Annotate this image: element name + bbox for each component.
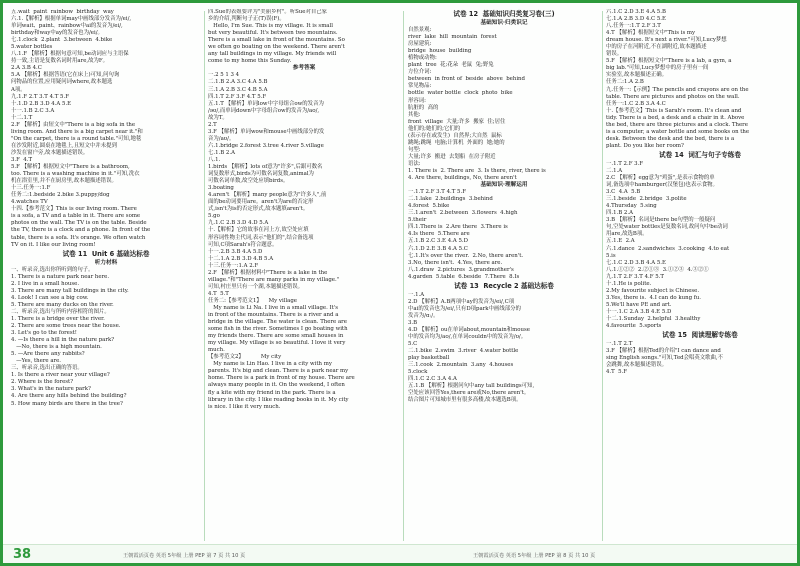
text-line: 3. There are many tall buildings in the city.	[11, 287, 129, 294]
footer-left-text: 王朝霞活页卷 英语 5年级 上册 PEP 第 7 页 共 10 页	[123, 553, 246, 559]
text-line: /əʊ/,而单词down中字母组合ow的发音为/aʊ/,	[208, 107, 320, 114]
text-line: big lab."可知,Lucy梦想中的房子里有一间	[606, 65, 709, 72]
text-line: 任务二:1.A 2.B	[606, 79, 644, 86]
text-line: 一.1.T 2.T	[606, 341, 633, 348]
text-line: 2.F 【解析】根据材料中"There is a lake in the	[208, 269, 328, 276]
text-line: 5.is	[606, 252, 616, 259]
text-line: 二.1.lake 2.buildings 3.behind	[408, 196, 493, 203]
text-line: 十四.【参考范文】This is our living room. There	[11, 206, 137, 213]
text-line: 沙发在窗户旁,故本题描述错误。	[11, 149, 89, 156]
text-line: 2.F 【解析】由短文中"There is a big sofa in the	[11, 121, 136, 128]
text-line: 4.aren't 【解析】many people意为"许多人",前	[208, 192, 327, 199]
text-line: 词复数形式,birds为可数名词复数,animal为	[208, 171, 314, 178]
text-line: Hello, I'm Sue. This is my village. It is small	[208, 23, 333, 30]
text-line: 五.1.T 【解析】单词low中字母组合ow的发音为	[208, 100, 324, 107]
text-line: 一、听录音,选出你所听到的句子。	[11, 266, 94, 273]
text-line: dream house. It's next a river."可知,Lucy梦想	[606, 37, 727, 44]
text-line: 4. Look! I can see a big cow.	[11, 294, 89, 301]
text-line: 3.B 【解析】名词是there be句型的一般疑问	[606, 217, 716, 224]
text-line: My name is Lin Hao. I live in a city with my	[208, 361, 332, 368]
text-line: 十一.2.B 3.B 4.A 5.D	[208, 248, 263, 255]
column-1	[11, 9, 201, 543]
text-line: bottle water bottle clock photo bike	[408, 90, 513, 97]
section-heading: 试卷 11 Unit 6 基础达标卷	[62, 249, 150, 258]
text-line: 一.2 5 1 3 4	[208, 72, 240, 79]
text-line: 二、听录音,选出与所听内容相符的图片。	[11, 308, 110, 315]
text-line: 六.1.【解析】根据单词may中画线部分发音为/ei/,	[11, 16, 132, 23]
text-line: parents. It's big and clean. There is a park near my	[208, 368, 349, 375]
text-line: village."和"There are many parks in my village."	[208, 276, 340, 283]
text-line: 六.1.D 2.E 3.B 4.A 5.C	[408, 245, 468, 252]
text-line: 4. —Is there a hill in the nature park?	[11, 337, 115, 344]
text-line: 5.F 【解析】根据短文中"There is a bathroom,	[11, 164, 130, 171]
text-line: 1. Is there a river near your village?	[11, 372, 110, 379]
text-line: 1.birds 【解析】lots of意为"许多",后跟可数名	[208, 164, 323, 171]
text-line: but very beautiful. It's between two mountains.	[208, 30, 338, 37]
text-line: come to my home this Sunday.	[208, 58, 292, 65]
text-line: 式,isn't为is的否定形式,故本题填aren't。	[208, 206, 309, 213]
page-footer	[3, 544, 797, 563]
text-line: 2. I live in a small house.	[11, 280, 80, 287]
column-divider	[602, 11, 603, 541]
text-line: 3. Let's go to the forest!	[11, 330, 77, 337]
text-line: 3.C 4.A 5.B	[606, 189, 641, 196]
text-line: 句,空处water bottles是复数名词,故问句中be动词	[606, 224, 728, 231]
text-line: —No, there is a high mountain.	[11, 344, 102, 351]
text-line: 他们的;她们的;它们的	[408, 125, 461, 132]
text-line: My name is Li Na. I live in a small village. It's	[208, 304, 339, 311]
text-line: 九.1.F 2.T 3.T 4.T 5.F	[11, 93, 69, 100]
text-line: 2.C 【解析】egg意为"鸡蛋",是表示食物的单	[606, 175, 715, 182]
column-2	[208, 9, 400, 543]
text-line: 肮脏的 高的	[408, 104, 439, 111]
text-line: desk. Between the desk and the bed, there is a	[606, 135, 735, 142]
text-line: 形容词:	[408, 97, 426, 104]
text-line: 三.1.A 2.B 3.C 4.B 5.A	[208, 86, 268, 93]
text-line: 3.F 【解析】根据Ted的介绍"I can dance and	[606, 348, 721, 355]
text-line: fly a kite with my friend in the park. There is a	[208, 389, 336, 396]
text-line: 六.1.bridge 2.forest 3.tree 4.river 5.village	[208, 142, 324, 149]
text-line: 3.No, there isn't. 4.Yes, there are.	[408, 259, 503, 266]
column-3	[408, 9, 600, 543]
text-line: 3.Yes, there is. 4.I can do kung fu.	[606, 294, 701, 301]
page-number: 38	[13, 547, 32, 562]
text-line: 词,备选项中hamburger(汉堡包)也表示食物。	[606, 182, 718, 189]
text-line: 4.watches TV	[11, 199, 48, 206]
text-line: 单词wait、paint、rainbow中ai的发音为/ei/,	[11, 23, 123, 30]
text-line: 五.1.B 2.C 3.E 4.A 5.D	[408, 238, 468, 245]
text-line: 四.Sue的表姐要评为"美丽乡村"。听Sue对自己家	[208, 9, 328, 15]
text-line: 4.D 【解析】ou在单词about,mountain和mouse	[408, 326, 530, 333]
text-line: 在沙发附近,圆桌在地毯上,且短文中并未提到	[11, 142, 117, 149]
text-line: 5.go	[208, 213, 220, 220]
text-line: 2.My favourite subject is Chinese.	[606, 287, 700, 294]
text-line: 房屋建筑:	[408, 41, 432, 48]
text-line: 五.1.E 2.A	[606, 238, 635, 245]
text-line: 八.任务一:1.T 2.F 3.T	[606, 23, 661, 30]
text-line: 三.1.beside 2.bridge 3.polite	[606, 196, 687, 203]
text-line: 十二.1.A 2.B 3.D 4.B 5.A	[208, 255, 274, 262]
text-line: 结合图片可知城市里有很多高楼,故本题选B项。	[408, 397, 522, 404]
text-line: table, there is a sofa. It's orange. We often watch	[11, 234, 146, 241]
text-line: 音为/aʊ/。	[208, 135, 235, 142]
text-line: 可知,C项Sarah's符合题意。	[208, 241, 278, 248]
text-line: birthday和way中ay的发音也为/ei/。	[11, 30, 103, 37]
text-line: 八.1.draw 2.pictures 3.grandmother's	[408, 266, 514, 273]
text-line: 三、听录音,选出正确的答语。	[11, 365, 83, 372]
text-line: much.	[208, 347, 225, 354]
text-line: 二.1.B 2.A 3.C 4.A 5.B	[208, 79, 268, 86]
text-line: 十一.1.B 2.C 3.A	[11, 107, 55, 114]
text-line: 植物或动物:	[408, 55, 437, 62]
text-line: 九.1.C 2.B 3.D 4.D 5.A	[208, 220, 269, 227]
text-line: 十一.1.C 2.A 3.B 4.E 5.D	[606, 308, 672, 315]
text-line: 持一致,主语是复数名词时用are,故为F。	[11, 58, 109, 65]
text-line: in front of the mountains. There is a river and a	[208, 312, 339, 319]
text-line: home. There is a park in front of my house. There are	[208, 375, 355, 382]
text-line: 5.We'll have PE and art.	[606, 301, 672, 308]
text-line: is nice. I like it very much.	[208, 403, 281, 410]
text-line: 5. —Are there any rabbits?	[11, 351, 85, 358]
text-line: too. There is a washing machine in it."可知,洗衣	[11, 171, 140, 178]
text-line: any tall buildings in my village. My friends will	[208, 51, 337, 58]
text-line: 【参考范文2】 My city	[208, 354, 282, 361]
text-line: table. There are pictures and photos on the wall.	[606, 93, 740, 100]
text-line: 自然景观:	[408, 27, 432, 34]
text-line: 中的房子在河附近,不在湖附近,故本题描述	[606, 44, 707, 51]
text-line: 4.Is there 5.There are	[408, 231, 470, 238]
text-line: There is a small lake in front of the mountains. So	[208, 37, 345, 44]
text-line: living room. And there is a big carpet near it."和	[11, 128, 143, 135]
text-line: 2.T	[208, 121, 217, 128]
text-line: 用are,故选B项。	[606, 231, 648, 238]
text-line: 2. Where is the forest?	[11, 379, 74, 386]
text-line: 2.D 【解析】A.B两项中ay的发音为/ei/,C项	[408, 298, 515, 305]
text-line: 六.1.dance 2.sandwiches 3.cooking 4.to eat	[606, 245, 730, 252]
text-line: between in front of beside above behind	[408, 76, 525, 83]
text-line: 4. Are there, buildings, No, there aren't	[408, 175, 517, 182]
text-line: 七.1.B 2.A	[208, 149, 235, 156]
text-line: 空处应该回答Yes,there are或No,there aren't。	[408, 390, 530, 397]
text-line: 八.1.	[208, 156, 221, 163]
text-line: sing English songs."可知,Ted会唱英文歌曲,不	[606, 355, 724, 362]
text-line: 四.1.C 2.C 3.A 4.A	[408, 376, 457, 383]
text-line: 常见物品:	[408, 83, 432, 90]
text-line: 二.1.A	[606, 167, 623, 174]
text-line: 八.1.①②② 2.②①③ 3.①②③ 4.③②①	[606, 266, 709, 273]
column-divider	[403, 11, 404, 541]
text-line: 3.F 【解析】单词wow和mouse中画线部分的发	[208, 128, 325, 135]
text-line: 5.C	[408, 341, 418, 348]
text-line: 3. What's in the nature park?	[11, 386, 91, 393]
text-line: 其他:	[408, 111, 421, 118]
text-line: (表示存在或发生) 自然界;大自然 鼠标	[408, 132, 502, 139]
text-line: 大量;许多 搬进 去划船 在房子附近	[408, 153, 496, 160]
text-line: 十.【解析】它的故事在河上方,故空处应填	[208, 227, 309, 234]
text-line: 5.water bottles	[11, 44, 53, 51]
section-heading: 试卷 12 基础知识归类复习卷(三)	[453, 10, 555, 18]
text-line: 4.T 5.F	[606, 369, 628, 376]
text-line: is a computer, a water bottle and some books on the	[606, 128, 750, 135]
column-4	[606, 9, 794, 543]
text-line: bridge in the village. The water is clean. There are	[208, 319, 347, 326]
text-line: always many people in it. On the weekend, I often	[208, 382, 345, 389]
text-line: 五.1.B 【解析】根据问句中any tall buildings可知,	[408, 383, 535, 390]
text-line: 3.F 4.T	[11, 156, 33, 163]
text-line: 2.A 3.B 4.C	[11, 65, 42, 72]
section-heading: 试卷 13 Recycle 2 基础达标卷	[454, 281, 554, 290]
text-line: 七.1.clock 2.plant 3.between 4.bike	[11, 37, 113, 44]
text-line: 任务二:1.bedside 2.bike 3.puppy/dog	[11, 192, 110, 199]
text-line: play basketball	[408, 355, 450, 362]
text-line: —Yes, there are.	[11, 358, 62, 365]
text-line: 乡的介绍,判断句子正(T)误(F)。	[208, 16, 285, 23]
section-heading: 试卷 14 词汇与句子专练卷	[659, 150, 741, 159]
text-line: 3.B	[408, 319, 418, 326]
text-line: bridge house building	[408, 48, 472, 55]
text-line: 2. There are some trees near the house.	[11, 323, 121, 330]
text-line: 十二.1.T	[11, 114, 33, 121]
text-line: 十三.任务一:1.F	[11, 185, 51, 192]
text-line: 五.wait paint rainbow birthday way	[11, 9, 114, 15]
subsection-heading: 参考答案	[292, 65, 316, 72]
text-line: 任务一:1.C 2.B 3.A 4.C	[606, 100, 666, 107]
text-line: library in the city. I like reading books in it. My city	[208, 396, 349, 403]
text-line: 4.Thursday 5.sing	[606, 203, 657, 210]
text-line: 4. Are there any hills behind the building?	[11, 393, 127, 400]
text-line: 十.1.He is polite.	[606, 280, 652, 287]
text-line: the bed, there are three pictures and a clock. There	[606, 121, 748, 128]
text-line: we often go boating on the weekend. There aren't	[208, 44, 345, 51]
text-line: 七.1.C 2.D 3.B 4.A 5.E	[606, 259, 666, 266]
text-line: 5.their	[408, 217, 427, 224]
subsection-heading: 基础知识·理解运用	[480, 182, 528, 189]
text-line: 4.garden 5.table 6.beside 7.There 8.Is	[408, 273, 520, 280]
text-line: 实验室,故本题描述正确。	[606, 72, 668, 79]
text-line: 二.1.bike 2.swim 3.river 4.water bottle	[408, 348, 519, 355]
text-line: plant. Do you like her room?	[606, 142, 684, 149]
column-divider	[204, 11, 205, 541]
text-line: the TV, there is a clock and a phone. In front of the	[11, 227, 151, 234]
text-line: 面的be动词要用are。aren't为are的否定形	[208, 199, 314, 206]
text-line: 任务二:【参考范文1】 My village	[208, 297, 297, 304]
text-line: 中的发音均为/aʊ/,在单词couldn中的发音为/ʊ/。	[408, 334, 527, 341]
text-line: 一.1.T 2.F 3.F	[606, 160, 644, 167]
text-line: 九.任务一:【示例】The pencils and crayons are on the	[606, 86, 749, 93]
text-line: 三.1.aren't 2.between 3.flowers 4.high	[408, 210, 518, 217]
text-line: is a sofa, a TV and a table in it. There are some	[11, 213, 141, 220]
text-line: photos on the wall. The TV is on the table. Beside	[11, 220, 147, 227]
text-line: 会跳舞,故本题描述错误。	[606, 362, 668, 369]
text-line: front village 大量;许多 搬家 住;居住	[408, 118, 506, 125]
text-line: 发音为/ɑː/。	[408, 312, 439, 319]
text-line: 4.forest 5.bike	[408, 203, 450, 210]
text-line: 语法:	[408, 160, 421, 167]
text-line: 机在浴室里,并不在厨房里,故本题描述错误。	[11, 178, 117, 185]
text-line: 句型:	[408, 146, 421, 153]
text-line: 错误。	[606, 51, 623, 58]
text-line: 七.1.A 2.B 3.D 4.C 5.E	[606, 16, 666, 23]
text-line: 三.1.cook 2.mountain 3.any 4.houses	[408, 362, 514, 369]
text-line: 问物品的位置,应用疑问词where,故本题选	[11, 79, 113, 86]
text-line: 5.A 【解析】根据答语(它在床上)可知,问句询	[11, 72, 120, 79]
text-line: 1. There is 2. There are 3. Is there, river, there is	[408, 167, 546, 174]
text-line: A项。	[11, 86, 26, 93]
text-line: tidy. There is a bed, a desk and a chair in it. Above	[606, 114, 745, 121]
text-line: 四.1.B 2.A	[606, 210, 633, 217]
text-line: plant tree 花;花朵 老鼠 兔;野兔	[408, 62, 494, 69]
text-line: 3.boating	[208, 185, 234, 192]
text-line: 4.T 【解析】根据短文中"This is my	[606, 30, 696, 37]
text-line: 可数名词单数,故空处应填birds。	[208, 178, 289, 185]
subsection-heading: 听力材料	[94, 259, 118, 266]
text-line: my friends there. There are some small houses in	[208, 333, 344, 340]
text-line: my village. My village is so beautiful. I love it very	[208, 340, 346, 347]
text-line: 1. There is a bridge over the river.	[11, 315, 105, 322]
text-line: 六.1.C 2.D 3.E 4.A 5.B	[606, 9, 666, 15]
text-line: some fish in the river. Sometimes I go boating with	[208, 326, 348, 333]
text-line: 1. There is a nature park near here.	[11, 273, 110, 280]
text-line: 七.1.It's over the river. 2.No, there aren't.	[408, 252, 524, 259]
text-line: 5. There are many ducks on the river.	[11, 301, 114, 308]
text-line: 一.1.A	[408, 291, 425, 298]
text-line: 5. How many birds are there in the tree?	[11, 400, 123, 407]
text-line: 八.1.F 【解析】根据句意可知,be动词应与主语保	[11, 51, 129, 58]
text-line: 十二.1.Sunday 2.helpful 3.healthy	[606, 315, 701, 322]
subsection-heading: 基础知识·归类识记	[480, 20, 528, 26]
text-line: 5.F 【解析】根据短文中"There is a lab, a gym, a	[606, 58, 732, 65]
text-line: 中ai的发音也为/ei/,只有D项park中画线部分的	[408, 305, 521, 312]
text-line: river lake hill mountain forest	[408, 34, 497, 41]
text-line: 跳绳;跳绳 电脑;计算机 外面的 她;她的	[408, 139, 505, 146]
text-line: 十.1.D 2.B 3.D 4.A 5.E	[11, 100, 72, 107]
text-line: 方位介词:	[408, 69, 432, 76]
footer-right-text: 王朝霞活页卷 英语 5年级 上册 PEP 第 8 页 共 10 页	[473, 553, 596, 559]
text-line: 四.1.T 2.F 3.F 4.T 5.F	[208, 93, 267, 100]
text-line: 可知,村庄里只有一个湖,本题描述错误。	[208, 283, 304, 290]
section-heading: 试卷 15 阅读理解专练卷	[662, 331, 738, 340]
text-line: 故为T。	[208, 114, 228, 121]
text-line: 一.1.T 2.F 3.T 4.T 5.F	[408, 189, 466, 196]
text-line: 形容词性物主代词,表示"他们的",结合备选项	[208, 234, 314, 241]
text-line: 4.T 5.T	[208, 290, 229, 297]
text-line: 5.clock	[408, 369, 428, 376]
text-line: TV on it. I like our living room!	[11, 241, 96, 248]
text-line: 4.favourite 5.sports	[606, 323, 662, 330]
text-line: 四.1.There is 2.Are there 3.There is	[408, 224, 508, 231]
text-line: 九.1.T 2.F 3.T 4.F 5.T	[606, 273, 664, 280]
text-line: "On the carpet, there is a round table."可知,地毯	[11, 135, 142, 142]
text-line: 十三.任务一:1.A 2.F	[208, 262, 259, 269]
text-line: 十.【参考范文】This is Sarah's room. It's clean and	[606, 107, 742, 114]
